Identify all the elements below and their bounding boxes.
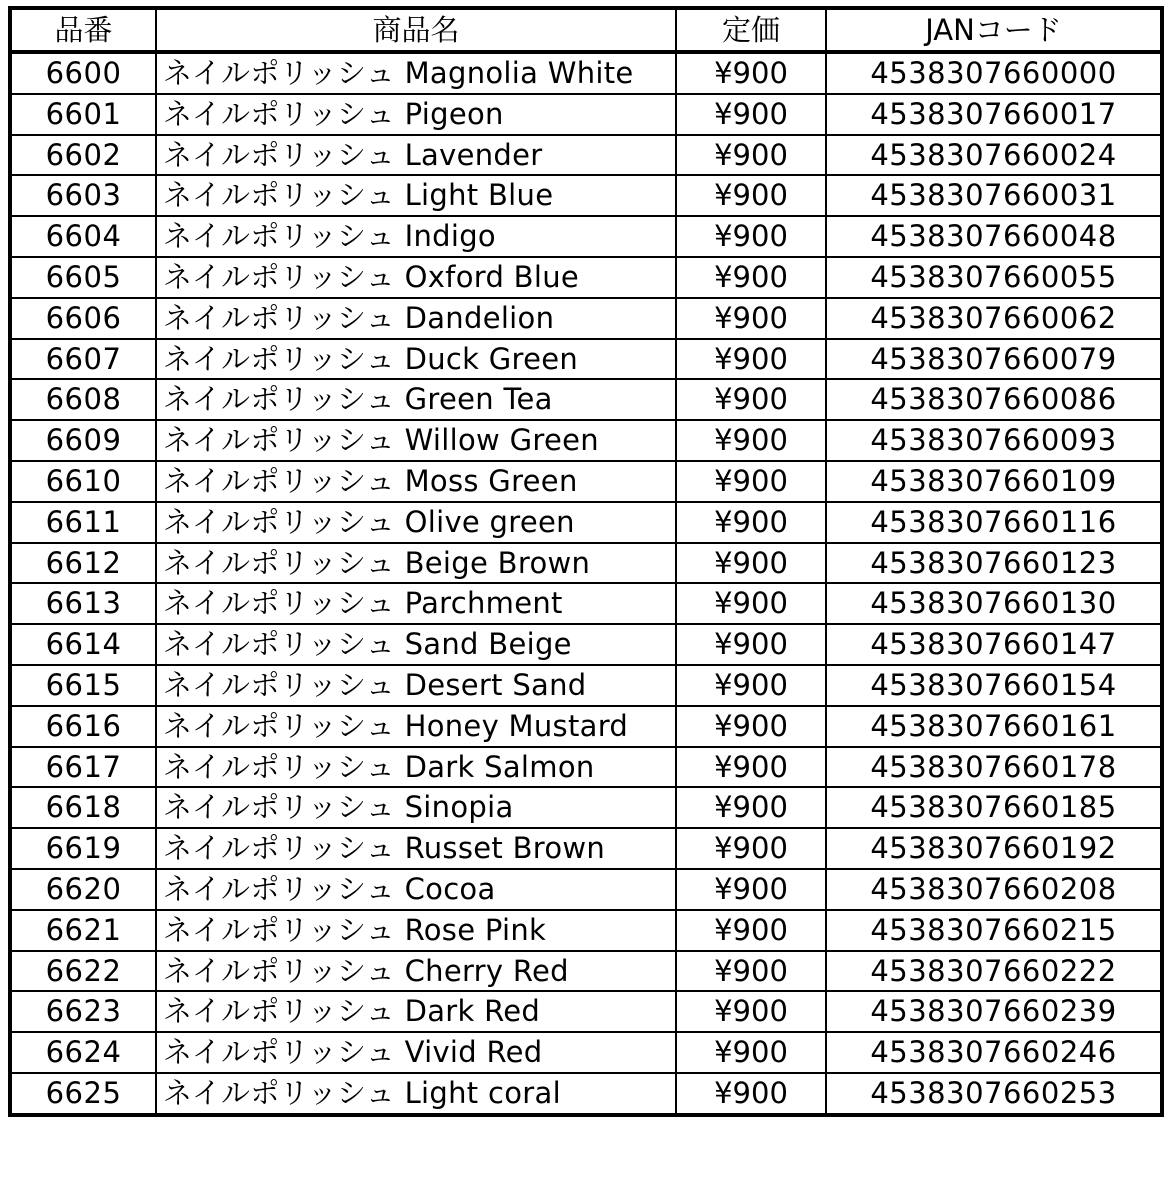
product-name-cell: ネイルポリッシュ Pigeon — [156, 94, 676, 135]
product-name-cell: ネイルポリッシュ Cocoa — [156, 869, 676, 910]
product-table — [8, 6, 1164, 1117]
product-code-cell: 6624 — [10, 1032, 156, 1073]
product-code-cell: 6620 — [10, 869, 156, 910]
list-price-cell: ¥900 — [676, 502, 826, 543]
table-row — [10, 624, 1162, 665]
jan-code-cell: 4538307660079 — [826, 339, 1162, 380]
product-code-cell: 6610 — [10, 461, 156, 502]
product-name-cell: ネイルポリッシュ Sand Beige — [156, 624, 676, 665]
jan-code-cell: 4538307660246 — [826, 1032, 1162, 1073]
list-price-cell: ¥900 — [676, 175, 826, 216]
product-code-cell: 6612 — [10, 543, 156, 584]
table-row — [10, 951, 1162, 992]
product-name-cell: ネイルポリッシュ Indigo — [156, 216, 676, 257]
table-row — [10, 665, 1162, 706]
table-row — [10, 747, 1162, 788]
product-code-cell: 6607 — [10, 339, 156, 380]
table-row — [10, 339, 1162, 380]
list-price-cell: ¥900 — [676, 951, 826, 992]
product-code-cell: 6621 — [10, 910, 156, 951]
table-row — [10, 1073, 1162, 1115]
table-row — [10, 991, 1162, 1032]
product-code-cell: 6623 — [10, 991, 156, 1032]
list-price-cell: ¥900 — [676, 420, 826, 461]
table-row — [10, 420, 1162, 461]
jan-code-cell: 4538307660109 — [826, 461, 1162, 502]
product-name-cell: ネイルポリッシュ Parchment — [156, 583, 676, 624]
list-price-cell: ¥900 — [676, 1032, 826, 1073]
product-name-cell: ネイルポリッシュ Russet Brown — [156, 828, 676, 869]
product-name-cell: ネイルポリッシュ Dark Red — [156, 991, 676, 1032]
table-row — [10, 379, 1162, 420]
product-name-cell: ネイルポリッシュ Dark Salmon — [156, 747, 676, 788]
product-name-cell: ネイルポリッシュ Olive green — [156, 502, 676, 543]
product-code-cell: 6622 — [10, 951, 156, 992]
list-price-cell: ¥900 — [676, 216, 826, 257]
product-name-cell: ネイルポリッシュ Rose Pink — [156, 910, 676, 951]
product-code-cell: 6616 — [10, 706, 156, 747]
product-code-cell: 6609 — [10, 420, 156, 461]
table-row — [10, 502, 1162, 543]
jan-code-cell: 4538307660253 — [826, 1073, 1162, 1115]
product-name-cell: ネイルポリッシュ Green Tea — [156, 379, 676, 420]
product-code-cell: 6605 — [10, 257, 156, 298]
header-row — [10, 8, 1162, 52]
product-code-cell: 6604 — [10, 216, 156, 257]
list-price-cell: ¥900 — [676, 991, 826, 1032]
table-row — [10, 94, 1162, 135]
table-row — [10, 461, 1162, 502]
product-code-cell: 6608 — [10, 379, 156, 420]
jan-code-cell: 4538307660178 — [826, 747, 1162, 788]
list-price-cell: ¥900 — [676, 135, 826, 176]
list-price-cell: ¥900 — [676, 665, 826, 706]
product-name-cell: ネイルポリッシュ Duck Green — [156, 339, 676, 380]
product-code-cell: 6611 — [10, 502, 156, 543]
list-price-cell: ¥900 — [676, 94, 826, 135]
table-row — [10, 543, 1162, 584]
product-name-cell: ネイルポリッシュ Moss Green — [156, 461, 676, 502]
product-name-cell: ネイルポリッシュ Lavender — [156, 135, 676, 176]
jan-code-cell: 4538307660208 — [826, 869, 1162, 910]
list-price-cell: ¥900 — [676, 747, 826, 788]
product-code-cell: 6600 — [10, 52, 156, 94]
list-price-cell: ¥900 — [676, 787, 826, 828]
product-name-cell: ネイルポリッシュ Beige Brown — [156, 543, 676, 584]
product-name-cell: ネイルポリッシュ Honey Mustard — [156, 706, 676, 747]
jan-code-cell: 4538307660161 — [826, 706, 1162, 747]
jan-code-cell: 4538307660130 — [826, 583, 1162, 624]
product-name-cell: ネイルポリッシュ Oxford Blue — [156, 257, 676, 298]
table-row — [10, 52, 1162, 94]
table-row — [10, 216, 1162, 257]
jan-code-cell: 4538307660123 — [826, 543, 1162, 584]
list-price-cell: ¥900 — [676, 910, 826, 951]
list-price-cell: ¥900 — [676, 869, 826, 910]
product-name-cell: ネイルポリッシュ Light coral — [156, 1073, 676, 1115]
jan-code-cell: 4538307660093 — [826, 420, 1162, 461]
list-price-cell: ¥900 — [676, 828, 826, 869]
list-price-cell: ¥900 — [676, 379, 826, 420]
table-row — [10, 175, 1162, 216]
table-row — [10, 583, 1162, 624]
jan-code-cell: 4538307660024 — [826, 135, 1162, 176]
table-row — [10, 910, 1162, 951]
jan-code-cell: 4538307660048 — [826, 216, 1162, 257]
product-code-cell: 6619 — [10, 828, 156, 869]
product-code-cell: 6625 — [10, 1073, 156, 1115]
jan-code-cell: 4538307660239 — [826, 991, 1162, 1032]
jan-code-cell: 4538307660147 — [826, 624, 1162, 665]
jan-code-cell: 4538307660031 — [826, 175, 1162, 216]
table-row — [10, 869, 1162, 910]
list-price-cell: ¥900 — [676, 461, 826, 502]
table-body — [10, 52, 1162, 1115]
header-product-code: 品番 — [10, 8, 156, 52]
product-name-cell: ネイルポリッシュ Dandelion — [156, 298, 676, 339]
product-code-cell: 6615 — [10, 665, 156, 706]
table-row — [10, 298, 1162, 339]
list-price-cell: ¥900 — [676, 52, 826, 94]
table-row — [10, 706, 1162, 747]
header-list-price: 定価 — [676, 8, 826, 52]
jan-code-cell: 4538307660185 — [826, 787, 1162, 828]
jan-code-cell: 4538307660086 — [826, 379, 1162, 420]
list-price-cell: ¥900 — [676, 706, 826, 747]
product-code-cell: 6618 — [10, 787, 156, 828]
table-row — [10, 135, 1162, 176]
list-price-cell: ¥900 — [676, 543, 826, 584]
product-name-cell: ネイルポリッシュ Cherry Red — [156, 951, 676, 992]
jan-code-cell: 4538307660055 — [826, 257, 1162, 298]
list-price-cell: ¥900 — [676, 339, 826, 380]
table-row — [10, 787, 1162, 828]
product-name-cell: ネイルポリッシュ Desert Sand — [156, 665, 676, 706]
list-price-cell: ¥900 — [676, 298, 826, 339]
product-name-cell: ネイルポリッシュ Light Blue — [156, 175, 676, 216]
jan-code-cell: 4538307660116 — [826, 502, 1162, 543]
list-price-cell: ¥900 — [676, 257, 826, 298]
product-name-cell: ネイルポリッシュ Sinopia — [156, 787, 676, 828]
product-code-cell: 6613 — [10, 583, 156, 624]
table-row — [10, 257, 1162, 298]
jan-code-cell: 4538307660192 — [826, 828, 1162, 869]
product-name-cell: ネイルポリッシュ Vivid Red — [156, 1032, 676, 1073]
list-price-cell: ¥900 — [676, 583, 826, 624]
jan-code-cell: 4538307660215 — [826, 910, 1162, 951]
header-jan-code: JANコード — [826, 8, 1162, 52]
table-header — [10, 8, 1162, 52]
table-row — [10, 1032, 1162, 1073]
product-code-cell: 6603 — [10, 175, 156, 216]
product-name-cell: ネイルポリッシュ Magnolia White — [156, 52, 676, 94]
product-code-cell: 6601 — [10, 94, 156, 135]
header-product-name: 商品名 — [156, 8, 676, 52]
jan-code-cell: 4538307660000 — [826, 52, 1162, 94]
product-name-cell: ネイルポリッシュ Willow Green — [156, 420, 676, 461]
list-price-cell: ¥900 — [676, 1073, 826, 1115]
table-row — [10, 828, 1162, 869]
jan-code-cell: 4538307660062 — [826, 298, 1162, 339]
jan-code-cell: 4538307660222 — [826, 951, 1162, 992]
product-code-cell: 6602 — [10, 135, 156, 176]
product-code-cell: 6606 — [10, 298, 156, 339]
product-code-cell: 6614 — [10, 624, 156, 665]
product-code-cell: 6617 — [10, 747, 156, 788]
jan-code-cell: 4538307660017 — [826, 94, 1162, 135]
list-price-cell: ¥900 — [676, 624, 826, 665]
jan-code-cell: 4538307660154 — [826, 665, 1162, 706]
